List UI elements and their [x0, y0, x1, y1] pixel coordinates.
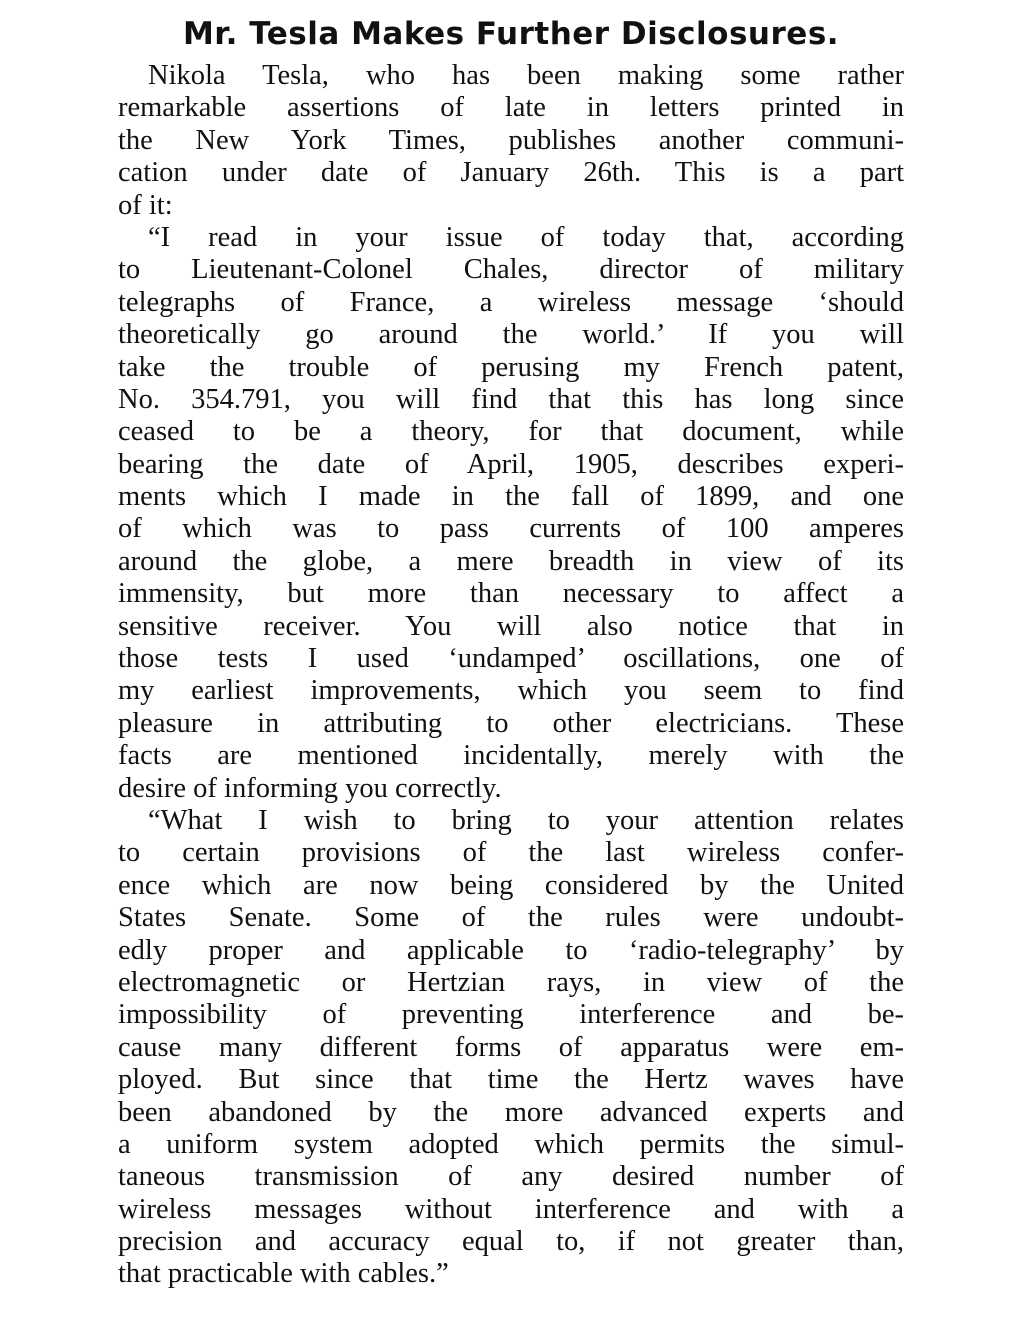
text-line: a uniform system adopted which permits the simul- — [118, 1128, 904, 1160]
text-line: facts are mentioned incidentally, merely with the — [118, 740, 904, 772]
text-line: taneous transmission of any desired number of — [118, 1161, 904, 1193]
text-line: sensitive receiver. You will also notice that in — [118, 610, 904, 642]
text-line: ployed. But since that time the Hertz waves have — [118, 1064, 904, 1096]
text-line: of it: — [118, 189, 173, 221]
text-line: No. 354.791, you will find that this has long since — [118, 383, 904, 415]
article-body — [118, 60, 904, 1291]
text-line: States Senate. Some of the rules were undoubt- — [118, 902, 904, 934]
text-line: cation under date of January 26th. This is a part — [118, 157, 904, 189]
text-line: theoretically go around the world.’ If you will — [118, 319, 904, 351]
text-line: “What I wish to bring to your attention relates — [148, 804, 904, 836]
text-line: ceased to be a theory, for that document, while — [118, 416, 904, 448]
text-line: bearing the date of April, 1905, describes experi- — [118, 448, 904, 480]
paragraph — [118, 805, 904, 1291]
text-line: those tests I used ‘undamped’ oscillations, one of — [118, 643, 904, 675]
text-line: desire of informing you correctly. — [118, 772, 502, 804]
text-line: precision and accuracy equal to, if not greater than, — [118, 1226, 904, 1258]
text-line: ments which I made in the fall of 1899, and one — [118, 481, 904, 513]
text-line: take the trouble of perusing my French patent, — [118, 351, 904, 383]
text-line: immensity, but more than necessary to affect a — [118, 578, 904, 610]
headline: Mr. Tesla Makes Further Disclosures. — [182, 16, 840, 52]
text-line: telegraphs of France, a wireless message ‘should — [118, 286, 904, 318]
text-line: electromagnetic or Hertzian rays, in view of the — [118, 966, 904, 998]
text-line: edly proper and applicable to ‘radio-telegraphy’ by — [118, 934, 904, 966]
text-line: “I read in your issue of today that, according — [148, 221, 904, 253]
text-line: pleasure in attributing to other electricians. These — [118, 707, 904, 739]
text-line: ence which are now being considered by the United — [118, 869, 904, 901]
text-line: that practicable with cables.” — [118, 1258, 449, 1290]
text-line: of which was to pass currents of 100 amperes — [118, 513, 904, 545]
paragraph — [118, 60, 904, 222]
text-line: remarkable assertions of late in letters printed in — [118, 92, 904, 124]
text-line: to certain provisions of the last wireless confer- — [118, 837, 904, 869]
text-line: my earliest improvements, which you seem to find — [118, 675, 904, 707]
article — [118, 14, 904, 1291]
text-line: wireless messages without interference and with a — [118, 1193, 904, 1225]
text-line: Nikola Tesla, who has been making some rather — [148, 60, 904, 91]
text-line: impossibility of preventing interference and be- — [118, 999, 904, 1031]
text-line: cause many different forms of apparatus were em- — [118, 1031, 904, 1063]
text-line: to Lieutenant-Colonel Chales, director of military — [118, 254, 904, 286]
text-line: around the globe, a mere breadth in view of its — [118, 545, 904, 577]
text-line: the New York Times, publishes another communi- — [118, 124, 904, 156]
text-line: been abandoned by the more advanced experts and — [118, 1096, 904, 1128]
paragraph — [118, 222, 904, 805]
